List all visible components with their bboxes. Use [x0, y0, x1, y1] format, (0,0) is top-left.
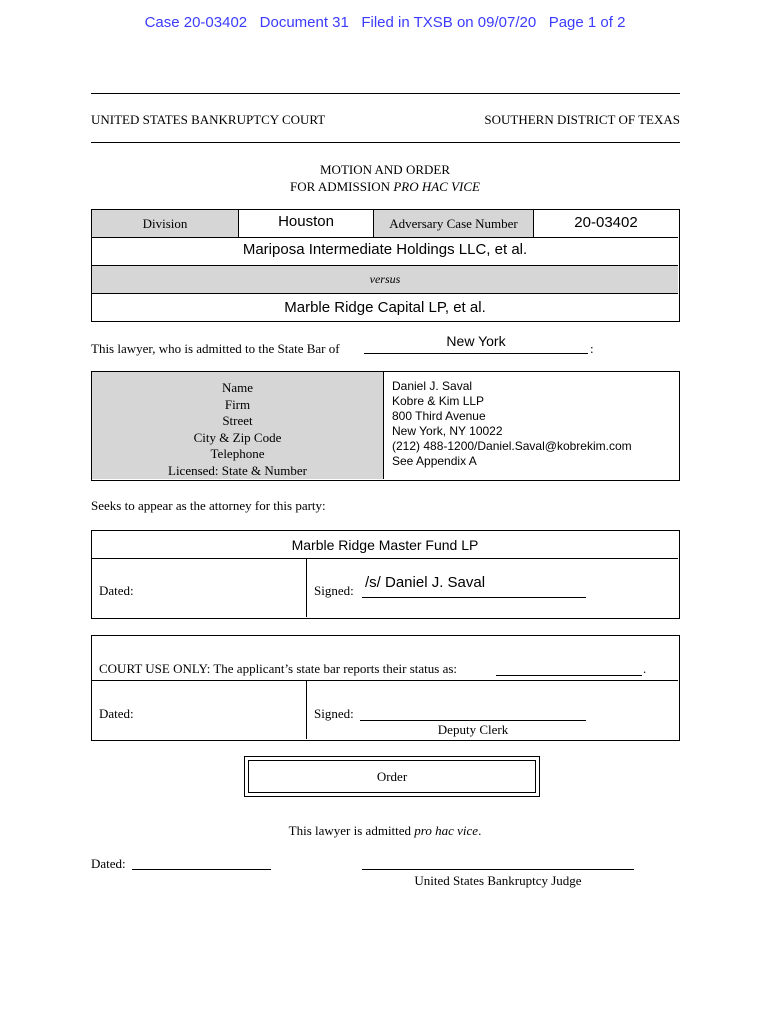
- lawyer-info-table: [91, 371, 680, 481]
- value-street[interactable]: 800 Third Avenue: [392, 409, 486, 423]
- value-telephone[interactable]: (212) 488-1200/Daniel.Saval@kobrekim.com: [392, 439, 632, 453]
- state-bar-suffix: :: [590, 341, 594, 356]
- title-line-2: [0, 179, 770, 195]
- judge-label: United States Bankruptcy Judge: [414, 873, 582, 888]
- court-use-status-row: [92, 636, 678, 681]
- header-rule-bottom: [91, 142, 680, 143]
- court-district: SOUTHERN DISTRICT OF TEXAS: [484, 112, 680, 127]
- versus-label: [92, 266, 678, 294]
- signature-field[interactable]: /s/ Daniel J. Saval: [365, 574, 486, 591]
- court-use-dated-cell: [92, 681, 307, 739]
- court-use-status-field[interactable]: [496, 675, 642, 676]
- label-firm: Firm: [224, 396, 251, 412]
- court-name: UNITED STATES BANKRUPTCY COURT: [91, 112, 326, 127]
- versus-text: versus: [369, 272, 401, 286]
- lawyer-values-column[interactable]: [392, 379, 676, 469]
- value-city-zip[interactable]: New York, NY 10022: [392, 424, 503, 438]
- case-table: [91, 209, 680, 322]
- order-text-italic: pro hac vice: [414, 823, 479, 838]
- order-heading: Order: [376, 768, 408, 784]
- defendant-field[interactable]: Marble Ridge Capital LP, et al.: [284, 298, 486, 316]
- party-dated-cell: [92, 559, 307, 617]
- title-line-1: MOTION AND ORDER: [320, 162, 450, 177]
- adversary-label: Adversary Case Number: [374, 210, 534, 238]
- court-use-table: [91, 635, 680, 741]
- court-use-end: .: [643, 661, 647, 676]
- party-table: [91, 530, 680, 619]
- order-dated-field[interactable]: [132, 869, 271, 870]
- state-bar-underline: [364, 353, 588, 354]
- label-name: Name: [221, 380, 254, 395]
- value-licensed[interactable]: See Appendix A: [392, 454, 477, 468]
- court-use-dated-label: Dated:: [99, 706, 134, 721]
- party-name-field[interactable]: Marble Ridge Master Fund LP: [92, 531, 678, 559]
- plaintiff-field[interactable]: Mariposa Intermediate Holdings LLC, et al.: [92, 238, 678, 266]
- clerk-signature-field[interactable]: [360, 720, 586, 721]
- value-firm[interactable]: Kobre & Kim LLP: [392, 394, 485, 408]
- order-text: [0, 823, 770, 839]
- adversary-number-field[interactable]: 20-03402: [534, 210, 678, 238]
- label-street: Street: [222, 413, 253, 429]
- deputy-clerk-label: Deputy Clerk: [437, 722, 509, 737]
- label-licensed: Licensed: State & Number: [168, 462, 307, 478]
- division-field[interactable]: Houston: [239, 210, 374, 238]
- state-bar-prefix: This lawyer, who is admitted to the State Bar of: [91, 341, 340, 356]
- party-signed-label: Signed:: [314, 583, 354, 598]
- order-box: [244, 756, 540, 797]
- order-dated-label: Dated:: [91, 856, 126, 871]
- court-use-signed-label: Signed:: [314, 706, 354, 721]
- filing-stamp: Case 20-03402 Document 31 Filed in TXSB on 09/07/20 Page 1 of 2: [144, 14, 626, 31]
- state-bar-field[interactable]: New York: [446, 333, 506, 349]
- value-name[interactable]: Daniel J. Saval: [392, 379, 473, 393]
- title-line-2-italic: PRO HAC VICE: [393, 179, 480, 194]
- division-label: Division: [92, 210, 239, 238]
- header-rule-top: [91, 93, 680, 94]
- signature-underline: [362, 597, 586, 598]
- judge-signature-field[interactable]: [362, 869, 634, 870]
- label-city-zip: City & Zip Code: [193, 429, 282, 445]
- lawyer-labels-column: [92, 372, 384, 479]
- seeks-text: Seeks to appear as the attorney for this party:: [91, 498, 326, 513]
- label-telephone: Telephone: [210, 446, 265, 462]
- order-text-suffix: .: [478, 823, 482, 838]
- order-box-inner: [248, 760, 536, 793]
- party-dated-label: Dated:: [99, 583, 134, 598]
- court-use-text: COURT USE ONLY: The applicant’s state bar reports their status as:: [99, 661, 458, 676]
- title-line-2-prefix: FOR ADMISSION: [290, 179, 394, 194]
- order-text-prefix: This lawyer is admitted: [288, 823, 415, 838]
